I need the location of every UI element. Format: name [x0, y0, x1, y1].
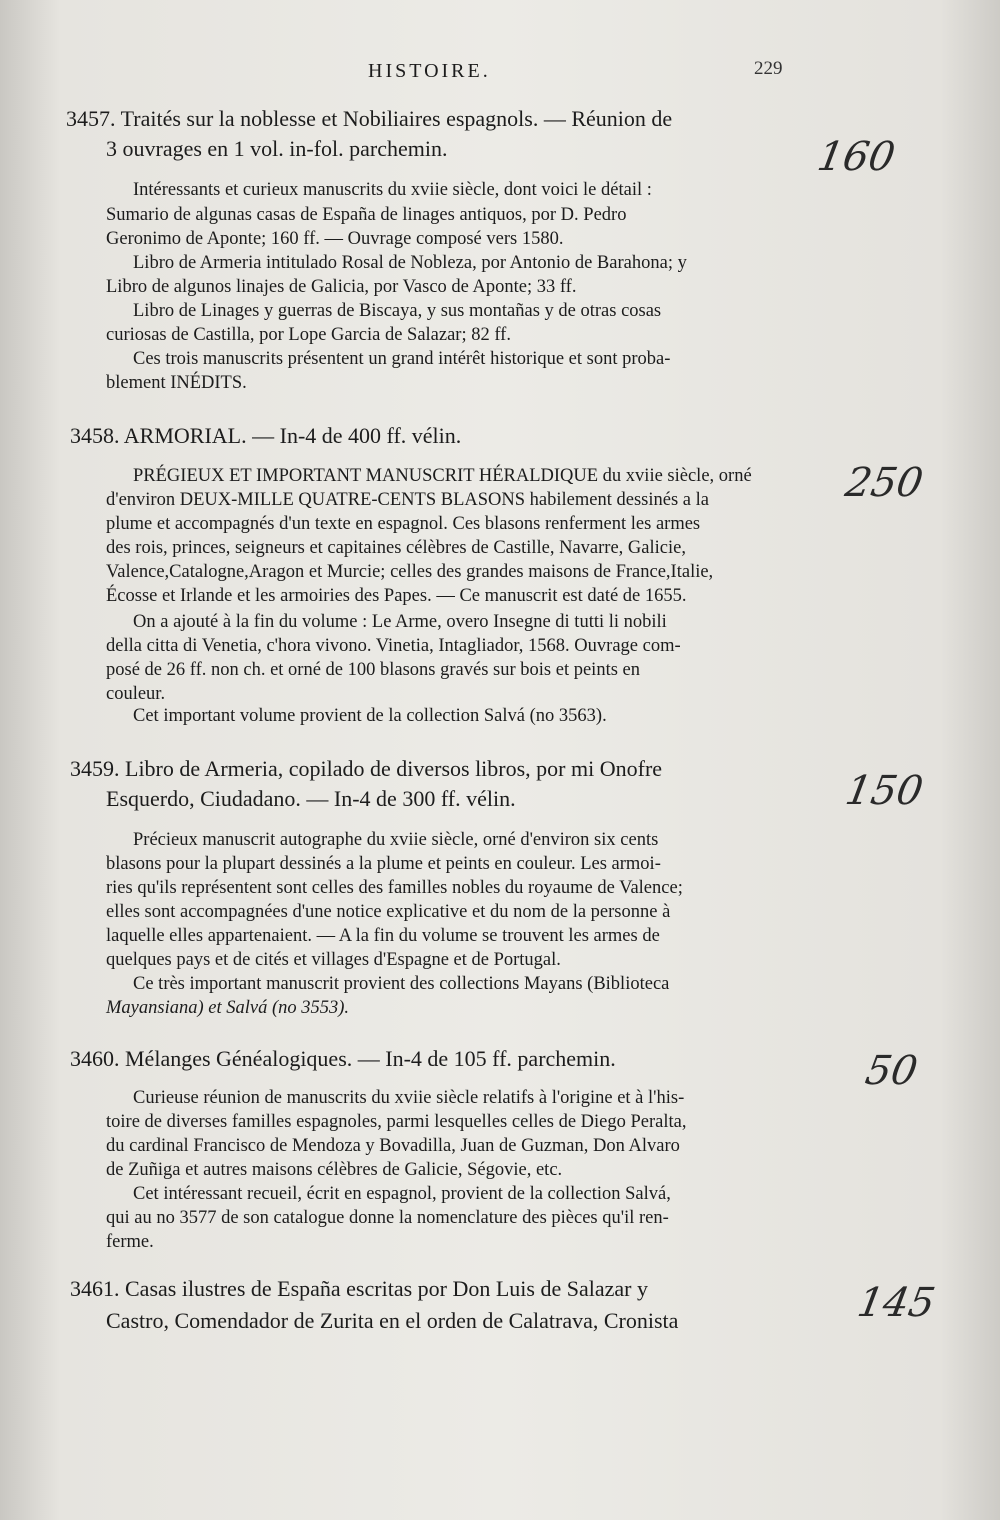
entry-3458-text: Valence,Catalogne,Aragon et Murcie; celles des grandes maisons de France,Italie, — [106, 562, 714, 582]
entry-3457-text: curiosas de Castilla, por Lope Garcia de Salazar; 82 ff. — [106, 325, 511, 345]
entry-3457-text: Libro de Linages y guerras de Biscaya, y sus montañas y de otras cosas — [133, 301, 662, 321]
entry-3460-heading: 3460. Mélanges Généalogiques. — In-4 de 105 ff. parchemin. — [70, 1046, 616, 1071]
entry-3458-text: Cet important volume provient de la collection Salvá (no 3563). — [133, 706, 607, 726]
entry-3461-heading: 3461. Casas ilustres de España escritas por Don Luis de Salazar y — [70, 1276, 648, 1301]
price-annotation: 160 — [813, 134, 899, 180]
entry-3460-text: de Zuñiga et autres maisons célèbres de Galicie, Ségovie, etc. — [106, 1160, 563, 1180]
entry-3459-text: blasons pour la plupart dessinés a la plume et peints en couleur. Les armoi- — [106, 854, 661, 874]
entry-3460-text: Curieuse réunion de manuscrits du xviie siècle relatifs à l'origine et à l'his- — [133, 1088, 685, 1108]
entry-3459-text: ries qu'ils représentent sont celles des familles nobles du royaume de Valence; — [106, 878, 683, 898]
entry-3457-text: Libro de algunos linajes de Galicia, por Vasco de Aponte; 33 ff. — [106, 277, 577, 297]
entry-3458-heading: 3458. ARMORIAL. — In-4 de 400 ff. vélin. — [70, 423, 462, 448]
entry-3458-text: On a ajouté à la fin du volume : Le Arme, overo Insegne di tutti li nobili — [133, 612, 667, 632]
price-annotation: 50 — [861, 1048, 921, 1094]
entry-3459-text: Mayansiana) et Salvá (no 3553). — [106, 998, 350, 1018]
entry-3458-text: PRÉGIEUX ET IMPORTANT MANUSCRIT HÉRALDIQUE du xviie siècle, orné — [133, 466, 752, 486]
entry-3458-text: d'environ DEUX-MILLE QUATRE-CENTS BLASONS habilement dessinés a la — [106, 490, 709, 510]
entry-3460-text: du cardinal Francisco de Mendoza y Bovadilla, Juan de Guzman, Don Alvaro — [106, 1136, 680, 1156]
entry-3461-heading-cont: Castro, Comendador de Zurita en el orden de Calatrava, Cronista — [106, 1308, 679, 1333]
entry-3457-heading-cont: 3 ouvrages en 1 vol. in-fol. parchemin. — [106, 136, 448, 161]
entry-3457-heading: 3457. Traités sur la noblesse et Nobiliaires espagnols. — Réunion de — [66, 106, 673, 131]
entry-3458-text: plume et accompagnés d'un texte en espagnol. Ces blasons renferment les armes — [106, 514, 701, 534]
entry-3459-text: laquelle elles appartenaient. — A la fin du volume se trouvent les armes de — [106, 926, 660, 946]
entry-3459-text: Précieux manuscrit autographe du xviie siècle, orné d'environ six cents — [133, 830, 659, 850]
entry-3458-text: couleur. — [106, 684, 166, 704]
entry-3460-text: qui au no 3577 de son catalogue donne la nomenclature des pièces qu'il ren- — [106, 1208, 669, 1228]
running-head: HISTOIRE. — [368, 60, 491, 82]
page-number: 229 — [754, 58, 783, 79]
entry-3459-text: quelques pays et de cités et villages d'Espagne et de Portugal. — [106, 950, 561, 970]
entry-3459-heading: 3459. Libro de Armeria, copilado de diversos libros, por mi Onofre — [70, 756, 663, 781]
entry-3457-text: Geronimo de Aponte; 160 ff. — Ouvrage composé vers 1580. — [106, 229, 564, 249]
entry-3459-heading-cont: Esquerdo, Ciudadano. — In-4 de 300 ff. vélin. — [106, 786, 516, 811]
entry-3457-text: Libro de Armeria intitulado Rosal de Nobleza, por Antonio de Barahona; y — [133, 253, 687, 273]
price-annotation: 250 — [841, 460, 927, 506]
entry-3460-text: ferme. — [106, 1232, 154, 1252]
entry-3457-text: Intéressants et curieux manuscrits du xviie siècle, dont voici le détail : — [133, 180, 652, 200]
entry-3458-text: Écosse et Irlande et les armoiries des Papes. — Ce manuscrit est daté de 1655. — [106, 586, 687, 606]
entry-3460-text: Cet intéressant recueil, écrit en espagnol, provient de la collection Salvá, — [133, 1184, 671, 1204]
price-annotation: 145 — [853, 1280, 939, 1326]
entry-3458-text: des rois, princes, seigneurs et capitaines célèbres de Castille, Navarre, Galicie, — [106, 538, 686, 558]
entry-3458-text: della citta di Venetia, c'hora vivono. Vinetia, Intagliador, 1568. Ouvrage com- — [106, 636, 681, 656]
entry-3459-text: Ce très important manuscrit provient des collections Mayans (Biblioteca — [133, 974, 670, 994]
entry-3457-text: Ces trois manuscrits présentent un grand intérêt historique et sont proba- — [133, 349, 671, 369]
price-annotation: 150 — [841, 768, 927, 814]
entry-3459-text: elles sont accompagnées d'une notice explicative et du nom de la personne à — [106, 902, 671, 922]
entry-3457-text: blement INÉDITS. — [106, 373, 247, 393]
entry-3458-text: posé de 26 ff. non ch. et orné de 100 blasons gravés sur bois et peints en — [106, 660, 640, 680]
entry-3457-text: Sumario de algunas casas de España de linages antiquos, por D. Pedro — [106, 205, 627, 225]
entry-3460-text: toire de diverses familles espagnoles, parmi lesquelles celles de Diego Peralta, — [106, 1112, 687, 1132]
